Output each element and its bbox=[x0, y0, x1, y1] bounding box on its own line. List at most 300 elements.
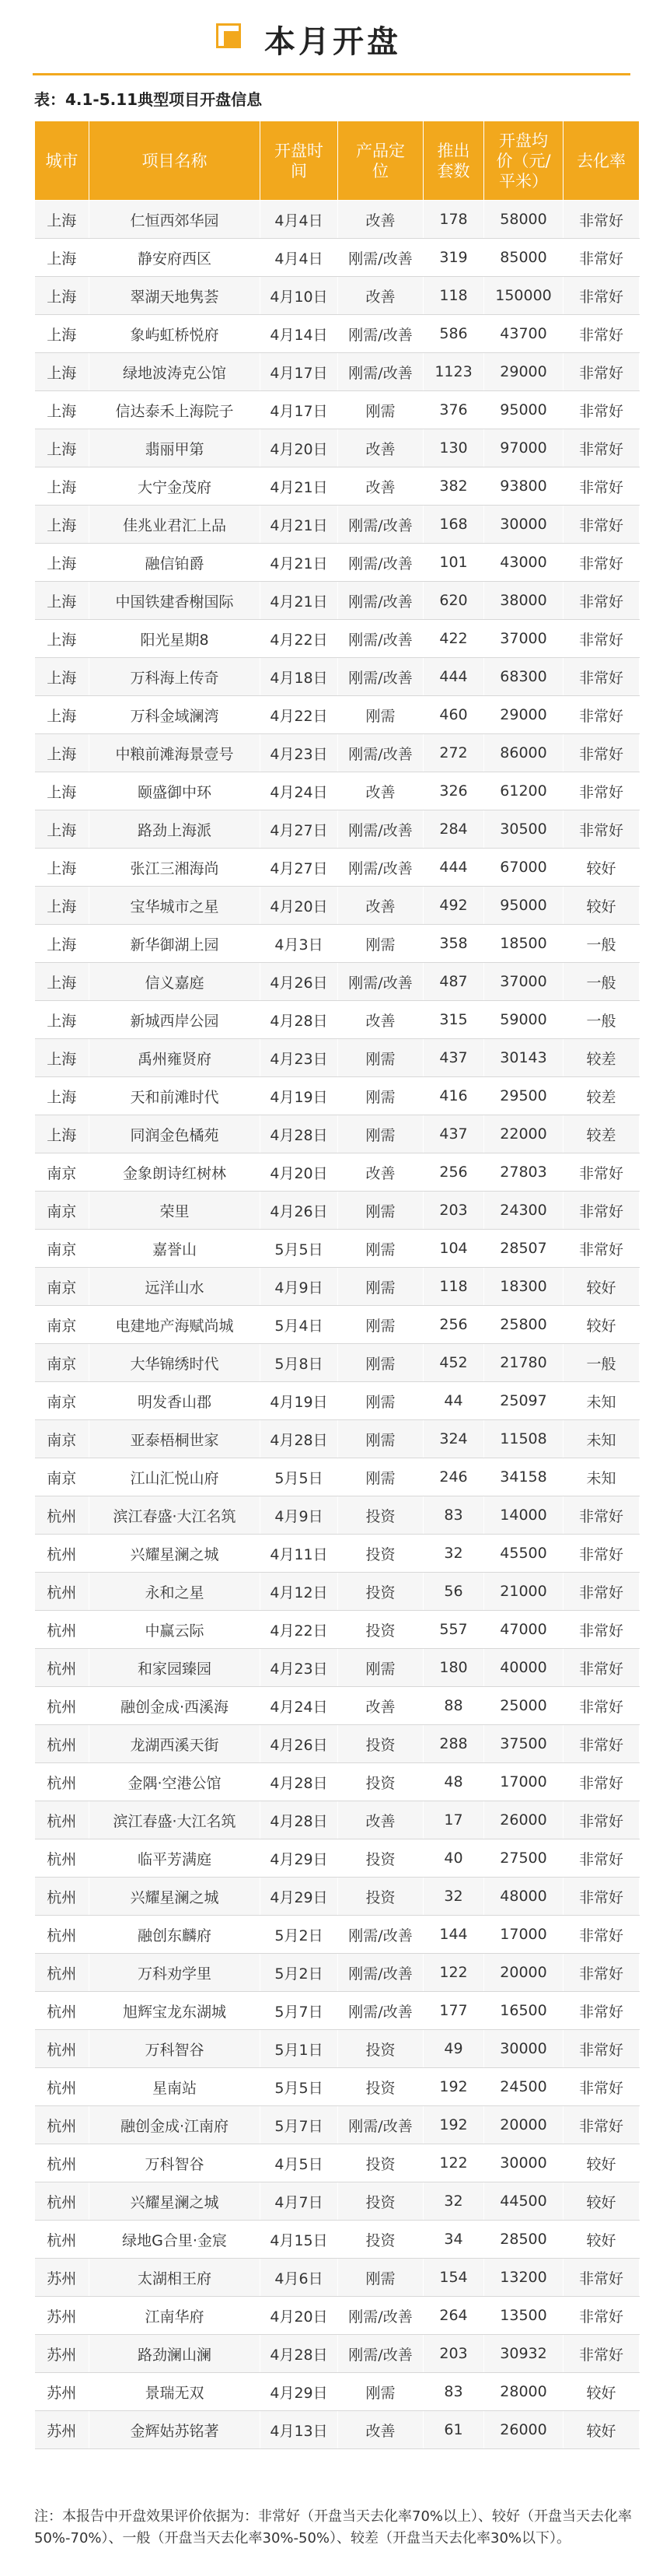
cell-avg-price: 30000 bbox=[484, 2030, 564, 2068]
cell-sell-through: 非常好 bbox=[564, 544, 640, 582]
cell-positioning: 刚需 bbox=[338, 1192, 424, 1230]
header-city: 城市 bbox=[35, 121, 89, 201]
cell-city: 杭州 bbox=[35, 1687, 89, 1725]
cell-sell-through: 非常好 bbox=[564, 467, 640, 506]
cell-avg-price: 18500 bbox=[484, 925, 564, 963]
cell-city: 杭州 bbox=[35, 1801, 89, 1839]
cell-project-name: 兴耀星澜之城 bbox=[89, 1878, 260, 1916]
cell-project-name: 翠湖天地隽荟 bbox=[89, 277, 260, 315]
cell-city: 杭州 bbox=[35, 1878, 89, 1916]
cell-units: 256 bbox=[424, 1306, 484, 1344]
cell-city: 上海 bbox=[35, 620, 89, 658]
table-row bbox=[35, 1344, 640, 1382]
cell-units: 154 bbox=[424, 2259, 484, 2297]
cell-project-name: 大华锦绣时代 bbox=[89, 1344, 260, 1382]
cell-city: 杭州 bbox=[35, 1839, 89, 1878]
cell-positioning: 投资 bbox=[338, 1839, 424, 1878]
cell-sell-through: 非常好 bbox=[564, 1954, 640, 1992]
cell-project-name: 禹州雍贤府 bbox=[89, 1039, 260, 1077]
cell-project-name: 江山汇悦山府 bbox=[89, 1458, 260, 1496]
cell-city: 上海 bbox=[35, 849, 89, 887]
table-row bbox=[35, 2335, 640, 2373]
cell-units: 203 bbox=[424, 1192, 484, 1230]
cell-city: 苏州 bbox=[35, 2259, 89, 2297]
header-units: 推出 套数 bbox=[424, 121, 484, 201]
cell-city: 上海 bbox=[35, 963, 89, 1001]
cell-city: 杭州 bbox=[35, 2144, 89, 2182]
cell-open-date: 4月23日 bbox=[260, 734, 338, 772]
cell-city: 上海 bbox=[35, 696, 89, 734]
cell-open-date: 4月29日 bbox=[260, 2373, 338, 2411]
cell-open-date: 4月21日 bbox=[260, 467, 338, 506]
cell-positioning: 刚需/改善 bbox=[338, 734, 424, 772]
table-row bbox=[35, 201, 640, 239]
cell-sell-through: 非常好 bbox=[564, 1878, 640, 1916]
cell-avg-price: 26000 bbox=[484, 1801, 564, 1839]
cell-positioning: 刚需 bbox=[338, 1306, 424, 1344]
cell-city: 杭州 bbox=[35, 1725, 89, 1763]
cell-avg-price: 17000 bbox=[484, 1916, 564, 1954]
cell-avg-price: 28000 bbox=[484, 2373, 564, 2411]
cell-avg-price: 34158 bbox=[484, 1458, 564, 1496]
table-row bbox=[35, 315, 640, 353]
table-row bbox=[35, 277, 640, 315]
cell-city: 上海 bbox=[35, 810, 89, 849]
cell-project-name: 融创金成·西溪海 bbox=[89, 1687, 260, 1725]
header-avg-price: 开盘均 价（元/ 平米） bbox=[484, 121, 564, 201]
table-row bbox=[35, 1992, 640, 2030]
cell-open-date: 5月2日 bbox=[260, 1916, 338, 1954]
cell-project-name: 江南华府 bbox=[89, 2297, 260, 2335]
cell-project-name: 景瑞无双 bbox=[89, 2373, 260, 2411]
cell-units: 460 bbox=[424, 696, 484, 734]
cell-positioning: 刚需 bbox=[338, 1115, 424, 1153]
table-row bbox=[35, 2373, 640, 2411]
cell-sell-through: 未知 bbox=[564, 1382, 640, 1420]
cell-positioning: 改善 bbox=[338, 2411, 424, 2449]
cell-project-name: 宝华城市之星 bbox=[89, 887, 260, 925]
cell-project-name: 荣里 bbox=[89, 1192, 260, 1230]
cell-city: 杭州 bbox=[35, 2030, 89, 2068]
cell-project-name: 龙湖西溪天街 bbox=[89, 1725, 260, 1763]
cell-city: 上海 bbox=[35, 658, 89, 696]
cell-units: 272 bbox=[424, 734, 484, 772]
title-group bbox=[216, 17, 401, 61]
cell-positioning: 改善 bbox=[338, 1001, 424, 1039]
cell-project-name: 远洋山水 bbox=[89, 1268, 260, 1306]
table-row bbox=[35, 1153, 640, 1192]
cell-sell-through: 非常好 bbox=[564, 2297, 640, 2335]
cell-project-name: 金辉姑苏铭著 bbox=[89, 2411, 260, 2449]
cell-open-date: 5月8日 bbox=[260, 1344, 338, 1382]
cell-city: 上海 bbox=[35, 1077, 89, 1115]
cell-project-name: 滨江春盛·大江名筑 bbox=[89, 1496, 260, 1535]
cell-project-name: 临平芳满庭 bbox=[89, 1839, 260, 1878]
cell-units: 122 bbox=[424, 2144, 484, 2182]
cell-positioning: 改善 bbox=[338, 1153, 424, 1192]
cell-avg-price: 25800 bbox=[484, 1306, 564, 1344]
cell-open-date: 4月18日 bbox=[260, 658, 338, 696]
cell-city: 南京 bbox=[35, 1344, 89, 1382]
cell-avg-price: 13200 bbox=[484, 2259, 564, 2297]
cell-open-date: 5月5日 bbox=[260, 2068, 338, 2106]
cell-units: 416 bbox=[424, 1077, 484, 1115]
cell-project-name: 亚泰梧桐世家 bbox=[89, 1420, 260, 1458]
cell-units: 437 bbox=[424, 1115, 484, 1153]
cell-city: 杭州 bbox=[35, 1916, 89, 1954]
cell-open-date: 5月1日 bbox=[260, 2030, 338, 2068]
cell-avg-price: 27803 bbox=[484, 1153, 564, 1192]
cell-open-date: 4月24日 bbox=[260, 1687, 338, 1725]
cell-project-name: 绿地波涛克公馆 bbox=[89, 353, 260, 391]
cell-avg-price: 44500 bbox=[484, 2182, 564, 2221]
cell-units: 319 bbox=[424, 239, 484, 277]
cell-positioning: 刚需 bbox=[338, 1077, 424, 1115]
cell-avg-price: 20000 bbox=[484, 1954, 564, 1992]
table-row bbox=[35, 2182, 640, 2221]
cell-city: 上海 bbox=[35, 353, 89, 391]
cell-project-name: 颐盛御中环 bbox=[89, 772, 260, 810]
cell-avg-price: 28500 bbox=[484, 2221, 564, 2259]
cell-sell-through: 较好 bbox=[564, 1268, 640, 1306]
table-row bbox=[35, 1230, 640, 1268]
cell-avg-price: 93800 bbox=[484, 467, 564, 506]
cell-avg-price: 21000 bbox=[484, 1573, 564, 1611]
cell-project-name: 融创东麟府 bbox=[89, 1916, 260, 1954]
cell-sell-through: 非常好 bbox=[564, 1192, 640, 1230]
cell-open-date: 5月5日 bbox=[260, 1458, 338, 1496]
cell-avg-price: 48000 bbox=[484, 1878, 564, 1916]
cell-units: 177 bbox=[424, 1992, 484, 2030]
table-row bbox=[35, 1801, 640, 1839]
cell-sell-through: 非常好 bbox=[564, 506, 640, 544]
cell-open-date: 4月17日 bbox=[260, 353, 338, 391]
table-row bbox=[35, 1382, 640, 1420]
table-row bbox=[35, 1725, 640, 1763]
cell-sell-through: 非常好 bbox=[564, 2106, 640, 2144]
cell-open-date: 4月26日 bbox=[260, 1192, 338, 1230]
cell-units: 118 bbox=[424, 277, 484, 315]
cell-positioning: 刚需 bbox=[338, 1268, 424, 1306]
cell-open-date: 4月22日 bbox=[260, 620, 338, 658]
cell-city: 南京 bbox=[35, 1230, 89, 1268]
cell-project-name: 万科金域澜湾 bbox=[89, 696, 260, 734]
cell-city: 上海 bbox=[35, 467, 89, 506]
cell-positioning: 刚需/改善 bbox=[338, 658, 424, 696]
cell-open-date: 4月22日 bbox=[260, 696, 338, 734]
cell-open-date: 4月15日 bbox=[260, 2221, 338, 2259]
cell-project-name: 明发香山郡 bbox=[89, 1382, 260, 1420]
cell-positioning: 投资 bbox=[338, 2182, 424, 2221]
cell-units: 44 bbox=[424, 1382, 484, 1420]
cell-avg-price: 30000 bbox=[484, 506, 564, 544]
cell-avg-price: 86000 bbox=[484, 734, 564, 772]
cell-open-date: 4月4日 bbox=[260, 201, 338, 239]
table-row bbox=[35, 2030, 640, 2068]
table-row bbox=[35, 1954, 640, 1992]
cell-sell-through: 非常好 bbox=[564, 1611, 640, 1649]
cell-open-date: 4月28日 bbox=[260, 1001, 338, 1039]
cell-units: 34 bbox=[424, 2221, 484, 2259]
cell-city: 上海 bbox=[35, 582, 89, 620]
cell-avg-price: 45500 bbox=[484, 1535, 564, 1573]
cell-sell-through: 未知 bbox=[564, 1458, 640, 1496]
cell-open-date: 4月9日 bbox=[260, 1496, 338, 1535]
table-row bbox=[35, 1496, 640, 1535]
cell-positioning: 投资 bbox=[338, 1535, 424, 1573]
cell-city: 苏州 bbox=[35, 2373, 89, 2411]
cell-avg-price: 11508 bbox=[484, 1420, 564, 1458]
cell-project-name: 静安府西区 bbox=[89, 239, 260, 277]
cell-units: 284 bbox=[424, 810, 484, 849]
cell-units: 32 bbox=[424, 2182, 484, 2221]
cell-city: 杭州 bbox=[35, 1649, 89, 1687]
cell-sell-through: 非常好 bbox=[564, 1687, 640, 1725]
cell-project-name: 融信铂爵 bbox=[89, 544, 260, 582]
cell-positioning: 刚需 bbox=[338, 696, 424, 734]
cell-project-name: 佳兆业君汇上品 bbox=[89, 506, 260, 544]
cell-avg-price: 38000 bbox=[484, 582, 564, 620]
cell-open-date: 4月20日 bbox=[260, 1153, 338, 1192]
cell-units: 32 bbox=[424, 1535, 484, 1573]
cell-project-name: 新华御湖上园 bbox=[89, 925, 260, 963]
cell-project-name: 中粮前滩海景壹号 bbox=[89, 734, 260, 772]
cell-project-name: 融创金成·江南府 bbox=[89, 2106, 260, 2144]
cell-city: 上海 bbox=[35, 544, 89, 582]
cell-avg-price: 17000 bbox=[484, 1763, 564, 1801]
cell-project-name: 旭辉宝龙东湖城 bbox=[89, 1992, 260, 2030]
cell-sell-through: 较好 bbox=[564, 849, 640, 887]
cell-positioning: 改善 bbox=[338, 467, 424, 506]
cell-avg-price: 24300 bbox=[484, 1192, 564, 1230]
cell-sell-through: 非常好 bbox=[564, 1839, 640, 1878]
cell-avg-price: 30143 bbox=[484, 1039, 564, 1077]
cell-city: 上海 bbox=[35, 201, 89, 239]
cell-open-date: 4月28日 bbox=[260, 1801, 338, 1839]
cell-positioning: 刚需 bbox=[338, 1039, 424, 1077]
cell-project-name: 兴耀星澜之城 bbox=[89, 1535, 260, 1573]
footnote: 注：本报告中开盘效果评价依据为：非常好（开盘当天去化率70%以上）、较好（开盘当天去化率50%-70%）、一般（开盘当天去化率30%-50%）、较差（开盘当天去化率30%以下）。 bbox=[34, 2508, 633, 2546]
cell-avg-price: 40000 bbox=[484, 1649, 564, 1687]
table-row bbox=[35, 849, 640, 887]
cell-project-name: 信达泰禾上海院子 bbox=[89, 391, 260, 429]
cell-project-name: 兴耀星澜之城 bbox=[89, 2182, 260, 2221]
table-row bbox=[35, 582, 640, 620]
cell-city: 南京 bbox=[35, 1420, 89, 1458]
table-row bbox=[35, 1001, 640, 1039]
cell-sell-through: 较好 bbox=[564, 2411, 640, 2449]
table-row bbox=[35, 1916, 640, 1954]
cell-city: 上海 bbox=[35, 391, 89, 429]
cell-avg-price: 29000 bbox=[484, 696, 564, 734]
cell-open-date: 4月28日 bbox=[260, 1115, 338, 1153]
cell-city: 南京 bbox=[35, 1382, 89, 1420]
cell-positioning: 改善 bbox=[338, 772, 424, 810]
cell-city: 南京 bbox=[35, 1458, 89, 1496]
cell-city: 杭州 bbox=[35, 1611, 89, 1649]
cell-city: 上海 bbox=[35, 506, 89, 544]
cell-city: 杭州 bbox=[35, 2182, 89, 2221]
cell-units: 487 bbox=[424, 963, 484, 1001]
cell-sell-through: 非常好 bbox=[564, 353, 640, 391]
cell-units: 382 bbox=[424, 467, 484, 506]
cell-avg-price: 37000 bbox=[484, 620, 564, 658]
cell-units: 56 bbox=[424, 1573, 484, 1611]
cell-open-date: 5月7日 bbox=[260, 2106, 338, 2144]
cell-open-date: 4月28日 bbox=[260, 2335, 338, 2373]
cell-open-date: 4月22日 bbox=[260, 1611, 338, 1649]
cell-avg-price: 67000 bbox=[484, 849, 564, 887]
cell-sell-through: 较好 bbox=[564, 2373, 640, 2411]
cell-city: 苏州 bbox=[35, 2297, 89, 2335]
cell-open-date: 4月26日 bbox=[260, 1725, 338, 1763]
table-row bbox=[35, 734, 640, 772]
cell-positioning: 刚需 bbox=[338, 1458, 424, 1496]
cell-avg-price: 21780 bbox=[484, 1344, 564, 1382]
table-row bbox=[35, 620, 640, 658]
cell-open-date: 4月9日 bbox=[260, 1268, 338, 1306]
cell-city: 上海 bbox=[35, 887, 89, 925]
cell-sell-through: 非常好 bbox=[564, 1573, 640, 1611]
cell-avg-price: 18300 bbox=[484, 1268, 564, 1306]
cell-units: 192 bbox=[424, 2068, 484, 2106]
cell-city: 杭州 bbox=[35, 1992, 89, 2030]
cell-open-date: 4月21日 bbox=[260, 582, 338, 620]
cell-positioning: 投资 bbox=[338, 1763, 424, 1801]
cell-project-name: 太湖相王府 bbox=[89, 2259, 260, 2297]
cell-units: 557 bbox=[424, 1611, 484, 1649]
cell-open-date: 4月13日 bbox=[260, 2411, 338, 2449]
cell-project-name: 电建地产海赋尚城 bbox=[89, 1306, 260, 1344]
cell-positioning: 投资 bbox=[338, 1725, 424, 1763]
table-row bbox=[35, 1611, 640, 1649]
table-row bbox=[35, 239, 640, 277]
cell-sell-through: 非常好 bbox=[564, 1801, 640, 1839]
cell-city: 杭州 bbox=[35, 1496, 89, 1535]
cell-positioning: 刚需/改善 bbox=[338, 2297, 424, 2335]
cell-units: 288 bbox=[424, 1725, 484, 1763]
cell-sell-through: 非常好 bbox=[564, 1496, 640, 1535]
cell-positioning: 刚需/改善 bbox=[338, 506, 424, 544]
project-opening-table bbox=[34, 121, 640, 2449]
cell-city: 上海 bbox=[35, 277, 89, 315]
cell-sell-through: 非常好 bbox=[564, 1153, 640, 1192]
cell-avg-price: 13500 bbox=[484, 2297, 564, 2335]
cell-units: 256 bbox=[424, 1153, 484, 1192]
cell-project-name: 仁恒西郊华园 bbox=[89, 201, 260, 239]
cell-units: 104 bbox=[424, 1230, 484, 1268]
table-row bbox=[35, 925, 640, 963]
cell-city: 杭州 bbox=[35, 1954, 89, 1992]
cell-project-name: 绿地G合里·金宸 bbox=[89, 2221, 260, 2259]
table-row bbox=[35, 2068, 640, 2106]
table-row bbox=[35, 1115, 640, 1153]
cell-project-name: 大宁金茂府 bbox=[89, 467, 260, 506]
cell-city: 南京 bbox=[35, 1192, 89, 1230]
cell-sell-through: 非常好 bbox=[564, 772, 640, 810]
cell-units: 358 bbox=[424, 925, 484, 963]
cell-avg-price: 37500 bbox=[484, 1725, 564, 1763]
table-row bbox=[35, 887, 640, 925]
cell-open-date: 4月27日 bbox=[260, 849, 338, 887]
cell-city: 杭州 bbox=[35, 1535, 89, 1573]
cell-open-date: 4月20日 bbox=[260, 429, 338, 467]
cell-units: 122 bbox=[424, 1954, 484, 1992]
cell-open-date: 4月20日 bbox=[260, 2297, 338, 2335]
cell-sell-through: 非常好 bbox=[564, 239, 640, 277]
cell-units: 130 bbox=[424, 429, 484, 467]
cell-sell-through: 非常好 bbox=[564, 2259, 640, 2297]
table-row bbox=[35, 2297, 640, 2335]
cell-avg-price: 150000 bbox=[484, 277, 564, 315]
cell-project-name: 嘉誉山 bbox=[89, 1230, 260, 1268]
cell-positioning: 改善 bbox=[338, 429, 424, 467]
cell-open-date: 4月21日 bbox=[260, 544, 338, 582]
cell-positioning: 改善 bbox=[338, 1687, 424, 1725]
cell-units: 61 bbox=[424, 2411, 484, 2449]
cell-open-date: 4月4日 bbox=[260, 239, 338, 277]
table-row bbox=[35, 963, 640, 1001]
cell-city: 南京 bbox=[35, 1306, 89, 1344]
table-row bbox=[35, 544, 640, 582]
cell-sell-through: 一般 bbox=[564, 1001, 640, 1039]
cell-project-name: 象屿虹桥悦府 bbox=[89, 315, 260, 353]
cell-sell-through: 非常好 bbox=[564, 1535, 640, 1573]
table-row bbox=[35, 1268, 640, 1306]
cell-project-name: 路劲澜山澜 bbox=[89, 2335, 260, 2373]
cell-positioning: 刚需/改善 bbox=[338, 849, 424, 887]
table-row bbox=[35, 658, 640, 696]
cell-positioning: 改善 bbox=[338, 277, 424, 315]
cell-positioning: 刚需/改善 bbox=[338, 544, 424, 582]
cell-units: 437 bbox=[424, 1039, 484, 1077]
cell-sell-through: 非常好 bbox=[564, 1992, 640, 2030]
cell-units: 492 bbox=[424, 887, 484, 925]
cell-sell-through: 非常好 bbox=[564, 696, 640, 734]
cell-positioning: 投资 bbox=[338, 2221, 424, 2259]
cell-sell-through: 较好 bbox=[564, 2221, 640, 2259]
cell-avg-price: 68300 bbox=[484, 658, 564, 696]
cell-sell-through: 非常好 bbox=[564, 1725, 640, 1763]
table-row bbox=[35, 353, 640, 391]
cell-city: 杭州 bbox=[35, 1763, 89, 1801]
cell-sell-through: 非常好 bbox=[564, 201, 640, 239]
cell-avg-price: 58000 bbox=[484, 201, 564, 239]
cell-sell-through: 非常好 bbox=[564, 2030, 640, 2068]
cell-sell-through: 较好 bbox=[564, 1306, 640, 1344]
cell-open-date: 4月29日 bbox=[260, 1839, 338, 1878]
cell-positioning: 刚需/改善 bbox=[338, 239, 424, 277]
cell-project-name: 信义嘉庭 bbox=[89, 963, 260, 1001]
cell-open-date: 4月3日 bbox=[260, 925, 338, 963]
cell-open-date: 4月10日 bbox=[260, 277, 338, 315]
cell-sell-through: 较差 bbox=[564, 1115, 640, 1153]
table-row bbox=[35, 696, 640, 734]
cell-project-name: 永和之星 bbox=[89, 1573, 260, 1611]
cell-avg-price: 27500 bbox=[484, 1839, 564, 1878]
cell-project-name: 翡丽甲第 bbox=[89, 429, 260, 467]
table-row bbox=[35, 1687, 640, 1725]
cell-avg-price: 43700 bbox=[484, 315, 564, 353]
cell-units: 118 bbox=[424, 1268, 484, 1306]
cell-avg-price: 22000 bbox=[484, 1115, 564, 1153]
cell-avg-price: 30932 bbox=[484, 2335, 564, 2373]
cell-units: 326 bbox=[424, 772, 484, 810]
cell-city: 杭州 bbox=[35, 1573, 89, 1611]
cell-positioning: 刚需 bbox=[338, 1230, 424, 1268]
header-positioning: 产品定 位 bbox=[338, 121, 424, 201]
cell-positioning: 刚需/改善 bbox=[338, 1954, 424, 1992]
